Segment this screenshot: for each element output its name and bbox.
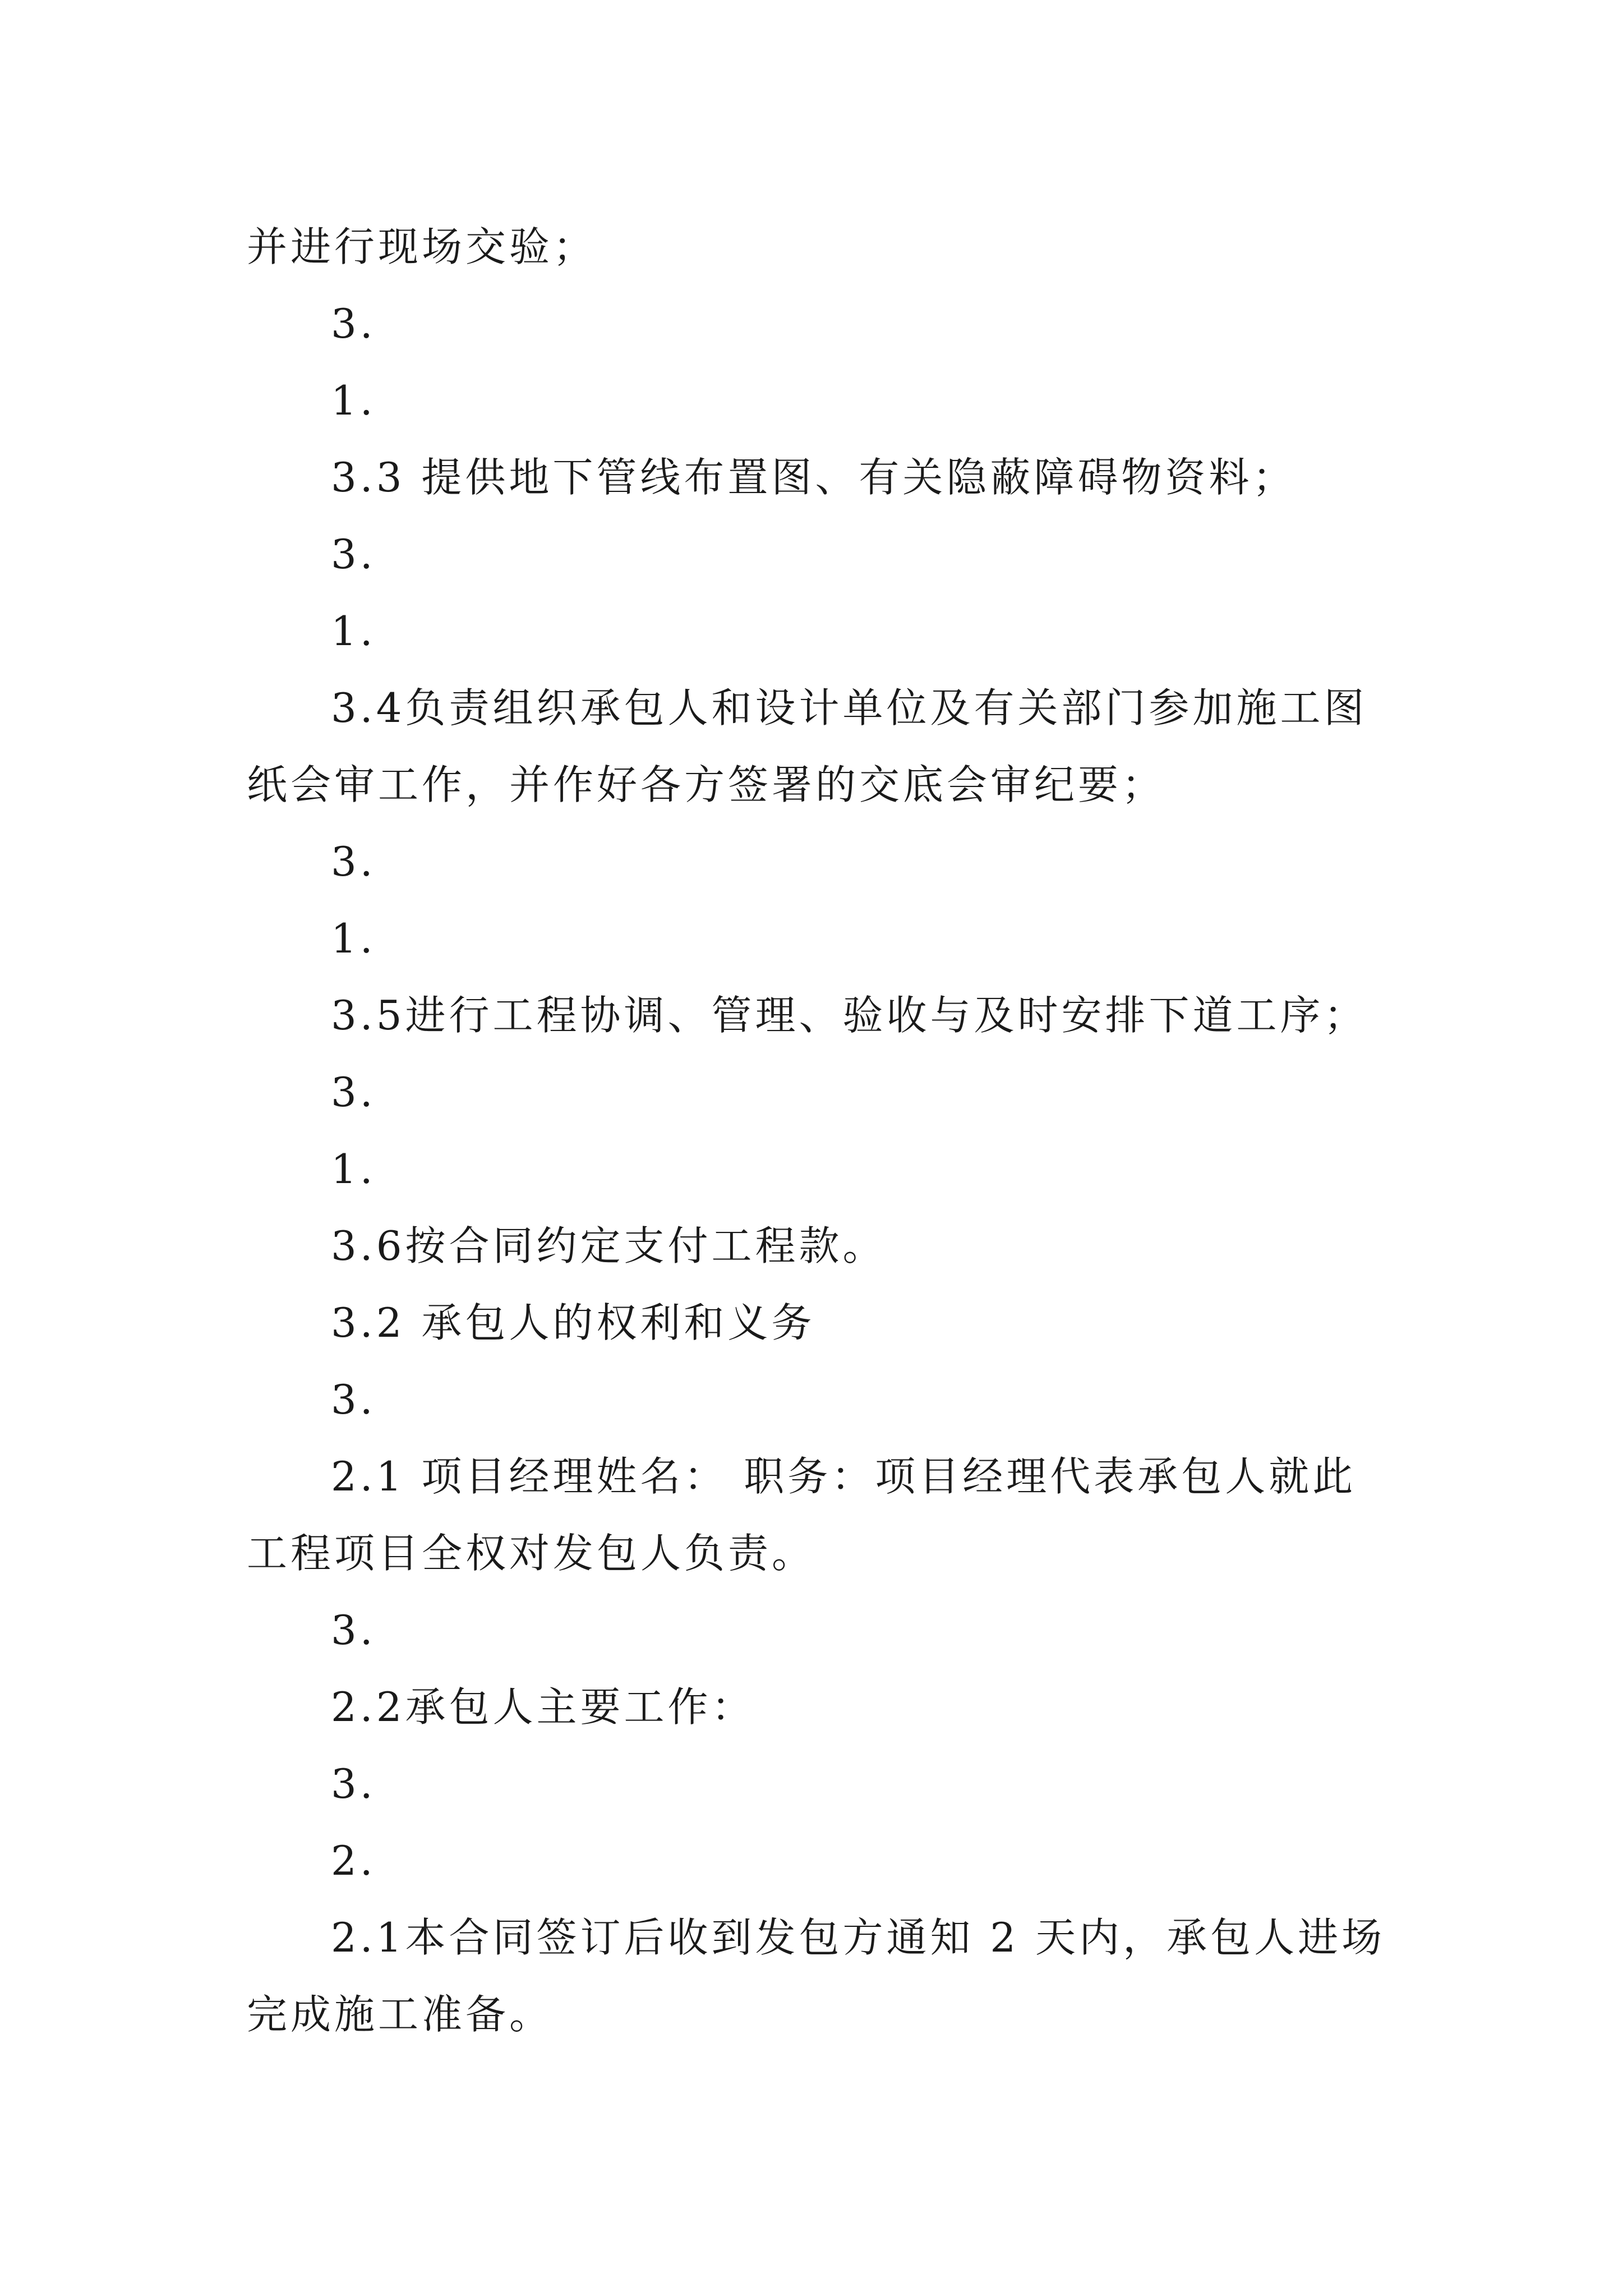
text-line: 3. xyxy=(331,838,376,885)
text-line: 2.1 项目经理姓名： 职务：项目经理代表承包人就此 xyxy=(331,1453,1357,1500)
text-line: 3. xyxy=(331,531,376,578)
text-line: 2.2承包人主要工作： xyxy=(331,1683,755,1731)
text-line: 完成施工准备。 xyxy=(247,1991,554,2038)
text-line: 3. xyxy=(331,1069,376,1116)
text-line: 1. xyxy=(331,608,376,655)
text-line: 3.5进行工程协调、管理、验收与及时安排下道工序； xyxy=(331,992,1368,1039)
text-line: 3. xyxy=(331,1607,376,1654)
text-line: 3. xyxy=(331,1760,376,1807)
text-line: 3.4负责组织承包人和设计单位及有关部门参加施工图 xyxy=(331,684,1368,731)
text-line: 2.1本合同签订后收到发包方通知 2 天内，承包人进场 xyxy=(331,1914,1386,1961)
text-line: 3.6按合同约定支付工程款。 xyxy=(331,1222,887,1269)
text-line: 3. xyxy=(331,1376,376,1423)
section-heading: 3.2 承包人的权利和义务 xyxy=(331,1299,815,1346)
text-line: 1. xyxy=(331,377,376,424)
text-line: 2. xyxy=(331,1837,376,1884)
text-line: 1. xyxy=(331,1145,376,1193)
text-line: 工程项目全权对发包人负责。 xyxy=(247,1530,816,1577)
document-body xyxy=(247,209,1391,2053)
text-line: 并进行现场交验； xyxy=(247,223,597,270)
text-line: 1. xyxy=(331,915,376,962)
text-line: 纸会审工作，并作好各方签署的交底会审纪要； xyxy=(247,761,1166,808)
text-line: 3. xyxy=(331,300,376,347)
text-line: 3.3 提供地下管线布置图、有关隐蔽障碍物资料； xyxy=(331,454,1297,501)
